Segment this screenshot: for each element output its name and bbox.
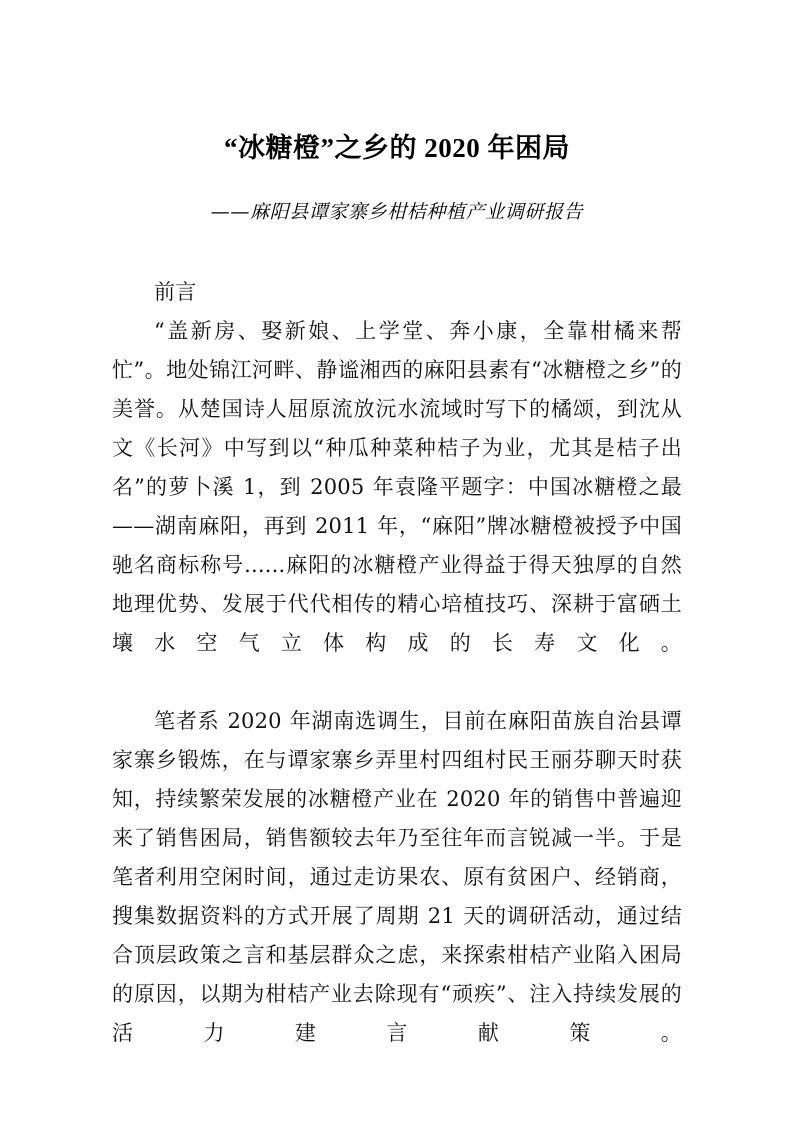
section-heading-preface: 前言 xyxy=(154,280,197,304)
document-content-column xyxy=(112,0,682,1092)
document-body xyxy=(112,225,682,1092)
paragraph-1: “盖新房、娶新娘、上学堂、奔小康，全靠柑橘来帮忙”。地处锦江河畔、静谧湘西的麻阳县素有“冰糖橙之乡”的美誉。从楚国诗人屈原流放沅水流域时写下的橘颂，到沈从文《长河》中写到以“种瓜种菜种桔子为业，尤其是桔子出名”的萝卜溪 1，到 2005 年袁隆平题字：中国冰糖橙之最——湖南麻阳，再到 2011 年，“麻阳”牌冰糖橙被授予中国驰名商标称号......麻阳的冰糖橙产业得益于得天独厚的自然地理优势、发展于代代相传的精心培植技巧、深耕于富硒土壤水空气立体构成的长寿文化。 xyxy=(112,319,682,655)
document-subtitle: ——麻阳县谭家寨乡柑桔种植产业调研报告 xyxy=(210,201,584,223)
document-title: “冰糖橙”之乡的 2020 年困局 xyxy=(224,133,570,163)
paragraph-2: 笔者系 2020 年湖南选调生，目前在麻阳苗族自治县谭家寨乡锻炼，在与谭家寨乡弄里村四组村民王丽芬聊天时获知，持续繁荣发展的冰糖橙产业在 2020 年的销售中普遍迎来了销售困局，销售额较去年乃至往年而言锐减一半。于是笔者利用空闲时间，通过走访果农、原有贫困户、经销商，搜集数据资料的方式开展了周期 21 天的调研活动，通过结合顶层政策之言和基层群众之虑，来探索柑桔产业陷入困局的原因，以期为柑桔产业去除现有“顽疾”、注入持续发展的活力建言献策。 xyxy=(112,709,682,1045)
